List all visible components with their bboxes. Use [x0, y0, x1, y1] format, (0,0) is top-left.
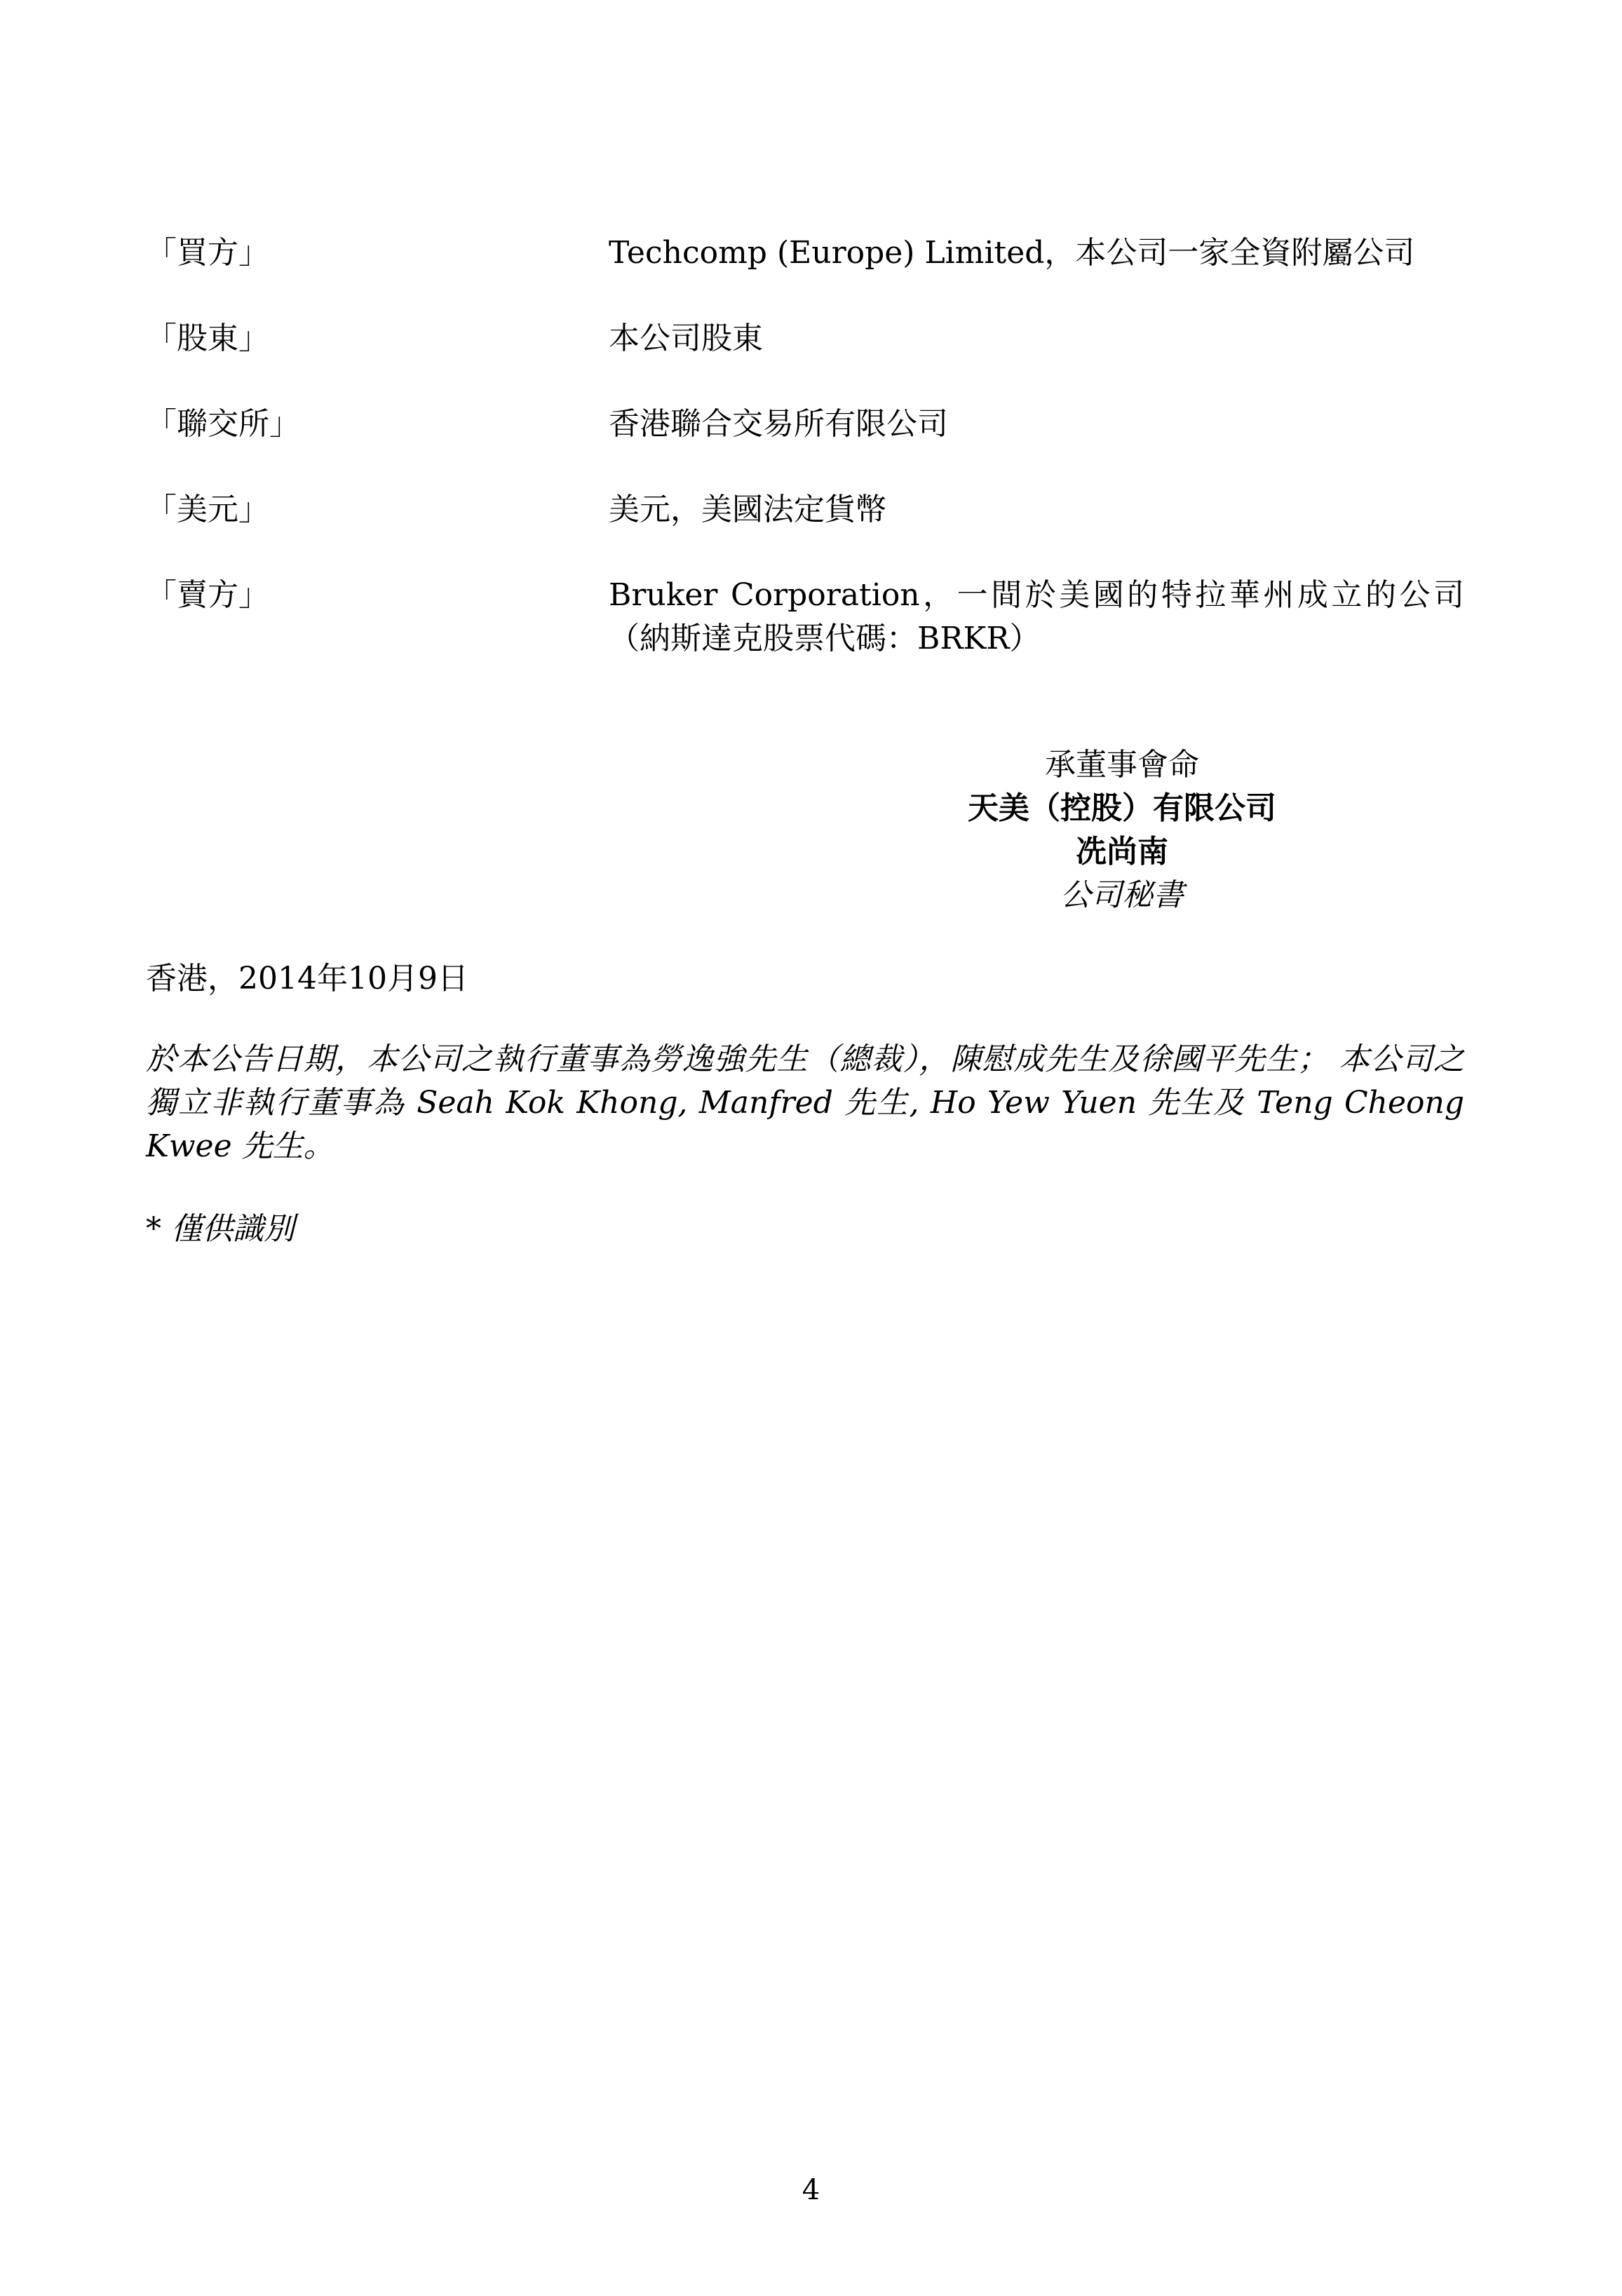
- definition-text: 香港聯合交易所有限公司: [609, 406, 948, 442]
- signature-company: 天美（控股）有限公司: [968, 790, 1276, 826]
- definition-text: Techcomp (Europe) Limited，本公司一家全資附屬公司: [609, 235, 1415, 271]
- page-number: 4: [802, 2174, 820, 2206]
- place-date: 香港，2014年10月9日: [146, 961, 468, 997]
- signature-block: [905, 743, 1339, 917]
- directors-statement: 於本公告日期，本公司之執行董事為勞逸強先生（總裁），陳慰成先生及徐國平先生； 本公司之獨立非執行董事為 Seah Kok Khong, Manfred 先生, Ho Yew Yuen 先生及 Teng Cheong Kwee 先生。: [146, 1041, 1464, 1164]
- footnote: * 僅供識別: [146, 1211, 295, 1247]
- signature-name: 冼尚南: [1076, 834, 1168, 870]
- definition-term: 「買方」: [146, 235, 269, 271]
- signature-title: 公司秘書: [1060, 877, 1184, 913]
- definition-term: 「股東」: [146, 320, 269, 356]
- definition-text: 本公司股東: [609, 320, 763, 356]
- definition-term: 「聯交所」: [146, 406, 300, 442]
- definition-term: 「賣方」: [146, 577, 269, 613]
- definition-text: 美元，美國法定貨幣: [609, 492, 886, 527]
- definition-term: 「美元」: [146, 492, 269, 527]
- definition-text: Bruker Corporation，一間於美國的特拉華州成立的公司（納斯達克股票代碼：BRKR）: [609, 577, 1464, 656]
- signature-by-order: 承董事會命: [1045, 747, 1199, 783]
